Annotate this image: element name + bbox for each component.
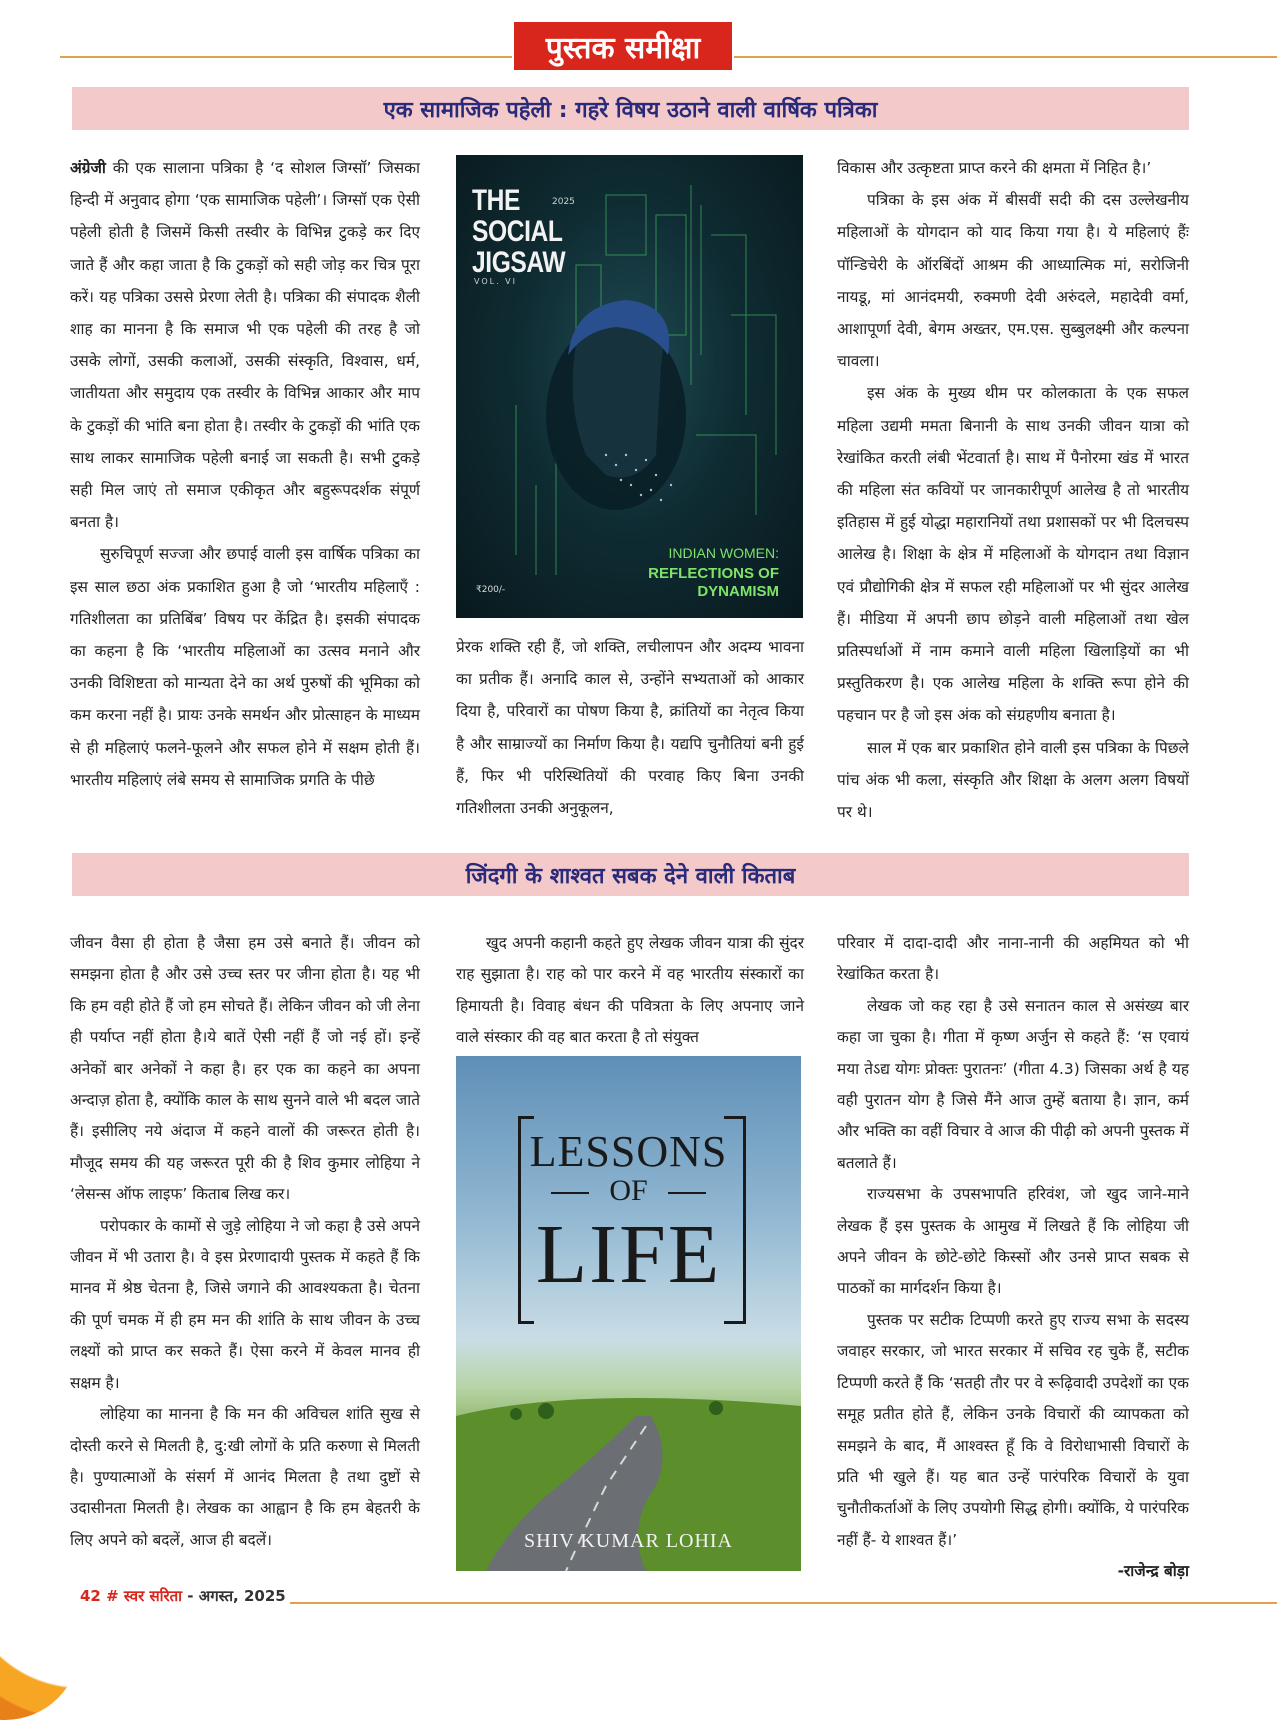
review1-col3-para-4: साल में एक बार प्रकाशित होने वाली इस पत्रिका के पिछले पांच अंक भी कला, संस्कृति और शिक्षा के अलग अलग विषयों पर थे।	[837, 738, 1189, 822]
bracket-corner	[724, 1321, 743, 1324]
lessons-of-life-cover	[456, 1056, 801, 1571]
bracket-corner	[518, 1116, 534, 1119]
review2-headline: जिंदगी के शाश्वत सबक देने वाली किताब	[72, 853, 1189, 896]
review2-col3-para-3: राज्यसभा के उपसभापति हरिवंश, जो खुद जाने-माने लेखक हैं इस पुस्तक के आमुख में लिखते हैं कि लोहिया जी अपने जीवन के छोटे-छोटे किस्सों और उनसे प्राप्त सबक से पाठकों का मार्गदर्शन किया है।	[837, 1185, 1189, 1298]
issue-date: - अगस्त, 2025	[187, 1587, 286, 1605]
cover1-subtitle-line2: REFLECTIONS OF DYNAMISM	[648, 565, 779, 600]
review2-col1-para-1: जीवन वैसा ही होता है जैसा हम उसे बनाते हैं। जीवन को समझना होता है और उसे उच्च स्तर पर जीना होता है। यह भी कि हम वही होते हैं जो हम सोचते हैं। लेकिन जीवन को जी लेना ही पर्याप्त नहीं होता है।ये बातें ऐसी नहीं हैं जो नई हों। इन्हें अनेकों बार अनेकों ने कहा है। हर एक का कहने का अपना अन्दाज़ होता है, क्योंकि काल के साथ सुनने वाले भी बदल जाते हैं। इसीलिए नये अंदाज में कहने वालों की जरूरत होती है। मौजूद समय की यह जरूरत पूरी की है शिव कुमार लोहिया ने ‘लेसन्स ऑफ लाइफ’ किताब लिख कर।	[70, 934, 420, 1204]
review2-col3-para-2: लेखक जो कह रहा है उसे सनातन काल से असंख्य बार कहा जा चुका है। गीता में कृष्ण अर्जुन से कहते हैं: ‘स एवायं मया तेऽद्य योगः प्रोक्तः पुरातनः’ (गीता 4.3) जिसका अर्थ है यह वही पुरातन योग है जिसे मैंने आज तुम्हें बताया है। ज्ञान, कर्म और भक्ति का वहीं विचार वे आज की पीढ़ी को अपनी पुस्तक में बतलाते हैं।	[837, 996, 1189, 1172]
review1-col3-para-1: विकास और उत्कृष्टता प्राप्त करने की क्षमता में निहित है।’	[837, 159, 1152, 177]
review2-byline: -राजेन्द्र बोड़ा	[1117, 1562, 1189, 1581]
review2-col3-para-1: परिवार में दादा-दादी और नाना-नानी की अहमियत को भी रेखांकित करता है।	[837, 934, 1189, 984]
review2-col3-para-4: पुस्तक पर सटीक टिप्पणी करते हुए राज्य सभा के सदस्य जवाहर सरकार, जो भारत सरकार में सचिव रह चुके हैं, सटीक टिप्पणी करते हैं कि ‘सतही तौर पर वे रूढ़िवादी उपदेशों का एक समूह प्रतीत होते हैं, लेकिन उनके विचारों की व्यापकता को समझने के बाद, मैं आश्वस्त हूँ कि वे विरोधाभासी विचारों के प्रति भी खुले हैं। यह बात उन्हें पारंपरिक विचारों के युवा चुनौतीकर्ताओं के लिए उपयोगी सिद्ध होगी। क्योंकि, ये पारंपरिक नहीं हैं- ये शाश्वत हैं।’	[837, 1310, 1189, 1549]
review1-col1-para-1	[70, 152, 420, 538]
review1-col1-para-2: सुरुचिपूर्ण सज्जा और छपाई वाली इस वार्षिक पत्रिका का इस साल छठा अंक प्रकाशित हुआ है जो ‘भारतीय महिलाएँ : गतिशीलता का प्रतिबिंब’ विषय पर केंद्रित है। इसकी संपादक का कहना है कि ‘भारतीय महिलाओं का उत्सव मनाने और उनकी विशिष्टता को मान्यता देने का अर्थ पुरुषों की भूमिका को कम करना नहीं है। प्रायः उनके समर्थन और प्रोत्साहन के माध्यम से ही महिलाएं फलने-फूलने और सफल होने में सक्षम होती हैं। भारतीय महिलाएं लंबे समय से सामाजिक प्रगति के पीछे	[70, 545, 420, 789]
cover1-title: THE SOCIAL JIGSAW	[472, 184, 566, 279]
review2-column-1	[70, 928, 420, 1556]
cover2-title-line3: LIFE	[535, 1208, 722, 1301]
review2-col2-para: खुद अपनी कहानी कहते हुए लेखक जीवन यात्रा की सुंदर राह सुझाता है। राह को पार करने में वह भारतीय संस्कारों का हिमायती है। विवाह बंधन की पवित्रता के लिए अपनाए जाने वाले संस्कार की वह बात करता है तो संयुक्त	[456, 934, 804, 1047]
magazine-name: स्वर सरिता	[123, 1587, 183, 1605]
review1-lead-word: अंग्रेजी	[70, 159, 106, 177]
review1-column-1	[70, 152, 420, 796]
footer-rule	[290, 1602, 1277, 1604]
page-number: 42	[80, 1587, 101, 1605]
cover1-year: 2025	[552, 197, 575, 207]
cover2-title-line2: OF	[609, 1174, 648, 1207]
cover1-volume: VOL. VI	[474, 277, 518, 286]
section-tag: पुस्तक समीक्षा	[512, 20, 734, 72]
cover1-subtitle-line1: INDIAN WOMEN:	[668, 545, 779, 561]
review2-column-2	[456, 928, 804, 1054]
footer-separator: #	[106, 1587, 119, 1605]
corner-decoration-top	[0, 0, 70, 70]
review1-column-2	[456, 631, 804, 824]
review1-col2-para: प्रेरक शक्ति रही हैं, जो शक्ति, लचीलापन और अदम्य भावना का प्रतीक हैं। अनादि काल से, उन्होंने सभ्यताओं को आकार दिया है, परिवारों का पोषण किया है, क्रांतियों का नेतृत्व किया है और साम्राज्यों का निर्माण किया है। यद्यपि चुनौतियां बनी हुई हैं, फिर भी परिस्थितियों की परवाह किए बिना उनकी गतिशीलता उनकी अनुकूलन,	[456, 638, 804, 818]
corner-decoration-bottom	[0, 1570, 80, 1720]
review2-col1-para-2: परोपकार के कामों से जुड़े लोहिया ने जो कहा है उसे अपने जीवन में भी उतारा है। वे इस प्रेरणादायी पुस्तक में कहते हैं कि मानव में श्रेष्ठ चेतना है, जिसे जगाने की आवश्यकता है। चेतना की पूर्ण चमक में ही हम मन की शांति के साथ जीवन के उच्च लक्ष्यों को प्राप्त कर सकते हैं। ऐसा करने में केवल मानव ही सक्षम है।	[70, 1216, 420, 1392]
review1-column-3	[837, 152, 1189, 828]
bracket-corner	[518, 1321, 534, 1324]
cover2-author: SHIV KUMAR LOHIA	[524, 1530, 733, 1552]
review2-column-3	[837, 928, 1189, 1588]
cover1-price: ₹200/-	[476, 585, 506, 595]
review1-headline: एक सामाजिक पहेली : गहरे विषय उठाने वाली वार्षिक पत्रिका	[72, 87, 1189, 130]
review1-col3-para-3: इस अंक के मुख्य थीम पर कोलकाता के एक सफल महिला उद्यमी ममता बिनानी के साथ उनकी जीवन यात्रा को रेखांकित करती लंबी भेंटवार्ता है। साथ में पैनोरमा खंड में भारत की महिला संत कवियों पर जानकारीपूर्ण आलेख है तो भारतीय इतिहास में हुई योद्धा महारानियों तथा प्रशासकों पर भी दिलचस्प आलेख है। शिक्षा के क्षेत्र में महिलाओं के योगदान तथा विज्ञान एवं प्रौद्योगिकी क्षेत्र में सफल रही महिलाओं पर भी सुंदर आलेख हैं। मीडिया में अपनी छाप छोड़ने वाली महिलाओं तथा खेल प्रतिस्पर्धाओं में नाम कमाने वाली महिला खिलाड़ियों का भी प्रस्तुतिकरण है। एक आलेख महिला के शक्ति रूपा होने की पहचान पर है जो इस अंक को संग्रहणीय बनाता है।	[837, 384, 1189, 725]
bracket-corner	[724, 1116, 743, 1119]
page-footer	[80, 1586, 286, 1606]
social-jigsaw-cover	[456, 155, 803, 618]
cover2-title-line1: LESSONS	[529, 1127, 728, 1176]
review2-col1-para-3: लोहिया का मानना है कि मन की अविचल शांति सुख से दोस्ती करने से मिलती है, दु:खी लोगों के प्रति करुणा से मिलती है। पुण्यात्माओं के संसर्ग में आनंद मिलता है तथा दुष्टों से उदासीनता मिलती है। लेखक का आह्वान है कि हम बेहतरी के लिए अपने को बदलें, आज ही बदलें।	[70, 1405, 420, 1549]
review1-col3-para-2: पत्रिका के इस अंक में बीसवीं सदी की दस उल्लेखनीय महिलाओं के योगदान को याद किया गया है। ये महिलाएं हैंः पॉन्डिचेरी के ऑरबिंदों आश्रम की आध्यात्मिक मां, सरोजिनी नायडू, मां आनंदमयी, रुक्मणी देवी अरुंदले, महादेवी वर्मा, आशापूर्णा देवी, बेगम अख्तर, एम.एस. सुब्बुलक्ष्मी और कल्पना चावला।	[837, 191, 1189, 371]
review1-col1-para-1-text: की एक सालाना पत्रिका है ‘द सोशल जिग्सॉ’ जिसका हिन्दी में अनुवाद होगा ‘एक सामाजिक पहेली’। जिग्सॉ एक ऐसी पहेली होती है जिसमें किसी तस्वीर के विभिन्न टुकड़े कर दिए जाते हैं और कहा जाता है कि टुकड़ों को सही जोड़ कर चित्र पूरा करें। यह पत्रिका उससे प्रेरणा लेती है। पत्रिका की संपादक शैली शाह का मानना है कि समाज भी एक पहेली की तरह है जो उसके लोगों, उसकी कलाओं, उसकी संस्कृति, विश्वास, धर्म, जातीयता और समुदाय एक तस्वीर के विभिन्न आकार और माप के टुकड़ों की भांति बना होता है। तस्वीर के टुकड़ों की भांति एक साथ लाकर सामाजिक पहेली बनाई जा सकती है। सभी टुकड़े सही मिल जाएं तो समाज एकीकृत और बहुरूपदर्शक संपूर्ण बनता है।	[70, 159, 420, 532]
